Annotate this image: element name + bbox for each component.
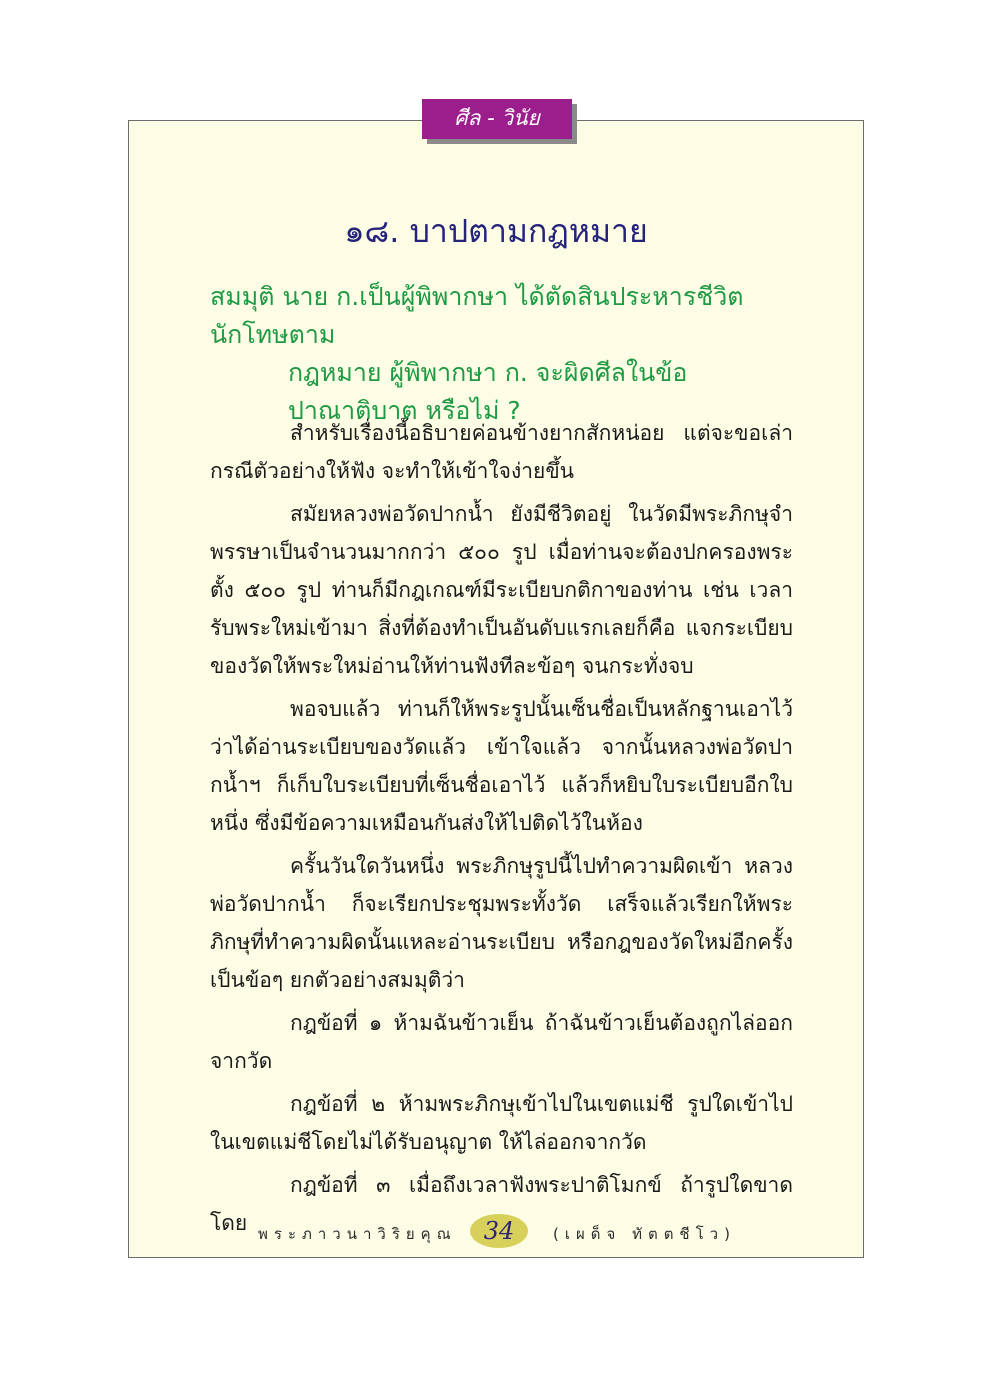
section-tab-label: ศีล - วินัย xyxy=(454,106,540,130)
footer-author: (เผด็จ ทัตตชีโว) xyxy=(553,1225,736,1243)
question-rest: กฎหมาย ผู้พิพากษา ก. จะผิดศีลในข้อปาณาติบาต หรือไม่ ? xyxy=(288,358,688,425)
paragraph: กฎข้อที่ ๒ ห้ามพระภิกษุเข้าไปในเขตแม่ชี รูปใดเข้าไปในเขตแม่ชีโดยไม่ได้รับอนุญาต ให้ไล่ออกจากวัด xyxy=(210,1092,793,1154)
paragraph: สำหรับเรื่องนี้อธิบายค่อนข้างยากสักหน่อย แต่จะขอเล่ากรณีตัวอย่างให้ฟัง จะทำให้เข้าใจง่ายขึ้น xyxy=(210,421,793,483)
paragraph: พอจบแล้ว ท่านก็ให้พระรูปนั้นเซ็นชื่อเป็นหลักฐานเอาไว้ว่าได้อ่านระเบียบของวัดแล้ว เข้าใจแล้ว จากนั้นหลวงพ่อวัดปากน้ำฯ ก็เก็บใบระเบียบที่เซ็นชื่อเอาไว้ แล้วก็หยิบใบระเบียบอีกใบหนึ่ง ซึ่งมีข้อความเหมือนกันส่งให้ไปติดไว้ในห้อง xyxy=(210,697,793,835)
paragraph: ครั้นวันใดวันหนึ่ง พระภิกษุรูปนี้ไปทำความผิดเข้า หลวงพ่อวัดปากน้ำ ก็จะเรียกประชุมพระทั้งวัด เสร็จแล้วเรียกให้พระภิกษุที่ทำความผิดนั้นแหละอ่านระเบียบ หรือกฎของวัดใหม่อีกครั้งเป็นข้อๆ ยกตัวอย่างสมมุติว่า xyxy=(210,854,793,992)
question-block xyxy=(210,278,795,430)
paragraph: กฎข้อที่ ๑ ห้ามฉันข้าวเย็น ถ้าฉันข้าวเย็นต้องถูกไล่ออกจากวัด xyxy=(210,1011,793,1073)
section-tab xyxy=(422,99,572,139)
chapter-title: ๑๘. บาปตามกฎหมาย xyxy=(344,212,648,250)
paragraph: กฎข้อที่ ๓ เมื่อถึงเวลาฟังพระปาติโมกข์ ถ้ารูปใดขาดโดย xyxy=(210,1173,793,1235)
page-footer xyxy=(128,1214,864,1250)
body-text xyxy=(210,414,793,1247)
question-line-1: สมมุติ นาย ก.เป็นผู้พิพากษา ได้ตัดสินประหารชีวิตนักโทษตาม xyxy=(210,282,744,349)
paragraph: สมัยหลวงพ่อวัดปากน้ำ ยังมีชีวิตอยู่ ในวัดมีพระภิกษุจำพรรษาเป็นจำนวนมากกว่า ๕๐๐ รูป เมื่อท่านจะต้องปกครองพระตั้ง ๕๐๐ รูป ท่านก็มีกฎเกณฑ์มีระเบียบกติกาของท่าน เช่น เวลารับพระใหม่เข้ามา สิ่งที่ต้องทำเป็นอันดับแรกเลยก็คือ แจกระเบียบของวัดให้พระใหม่อ่านให้ท่านฟังทีละข้อๆ จนกระทั่งจบ xyxy=(210,502,793,678)
footer-book-title: พระภาวนาวิริยคุณ xyxy=(258,1225,457,1243)
page-number-badge: 34 xyxy=(470,1214,528,1248)
